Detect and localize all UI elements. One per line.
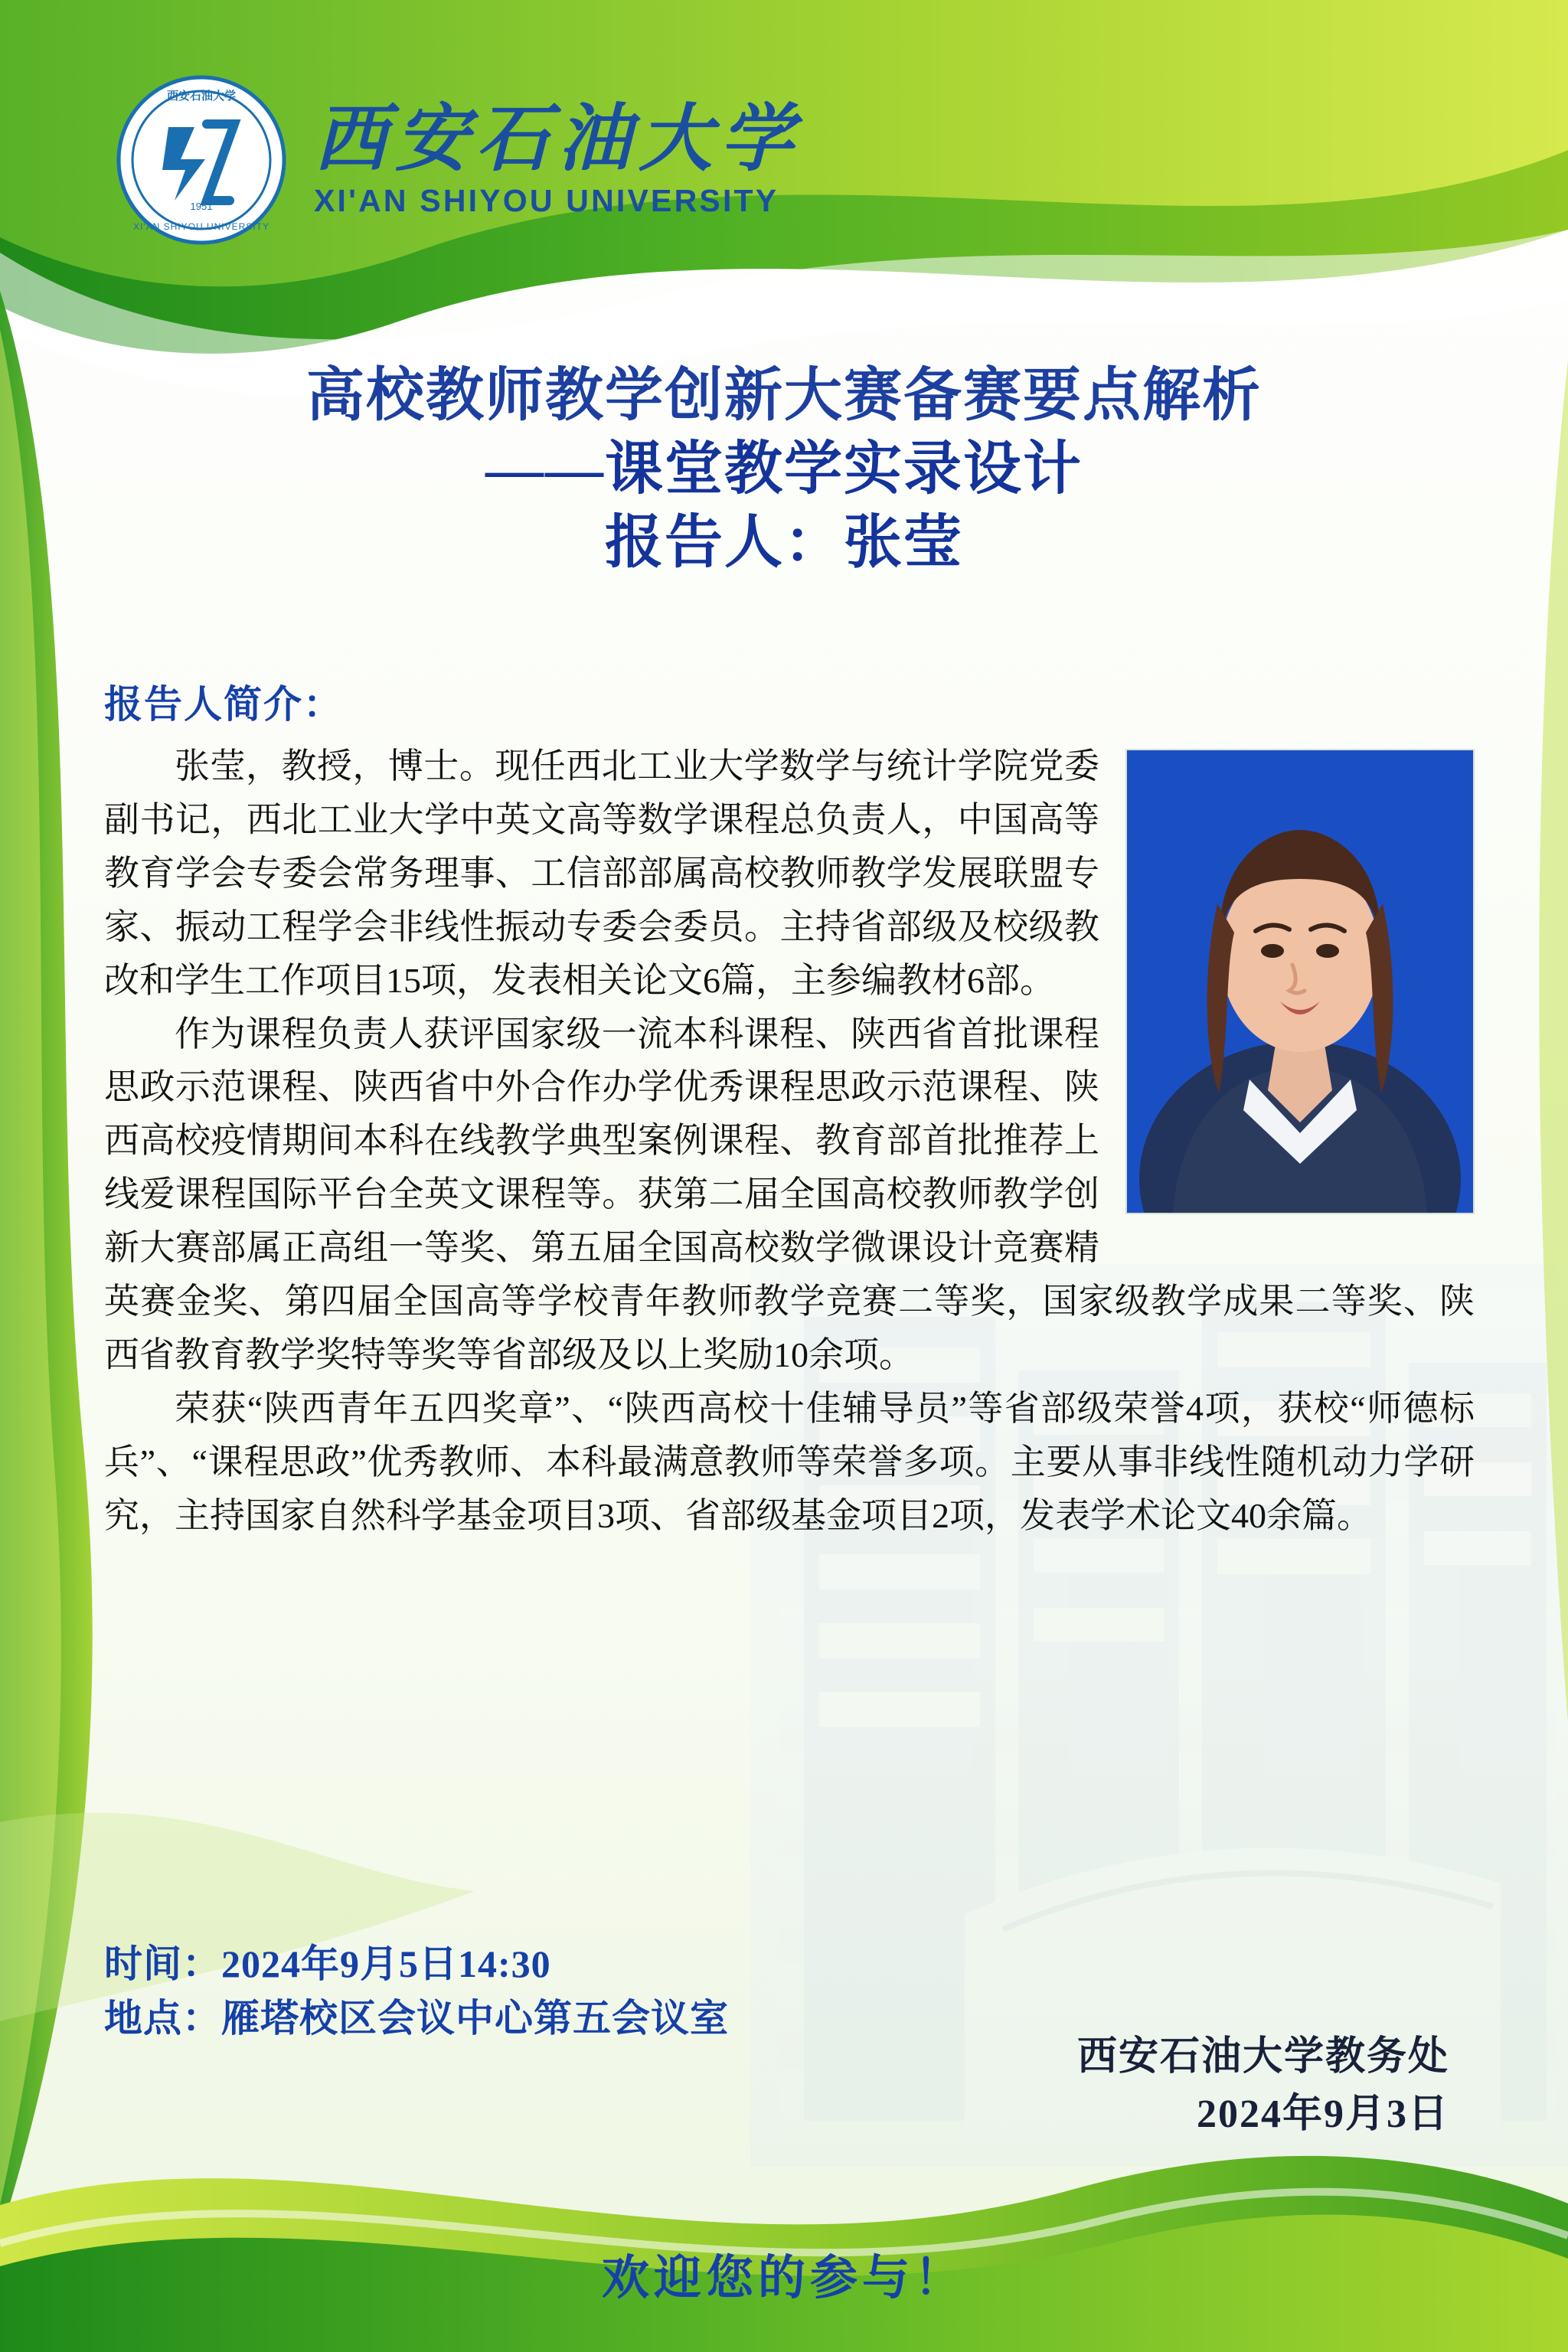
poster-title-block [0,360,1568,580]
event-place: 地点：雁塔校区会议中心第五会议室 [104,1997,729,2040]
welcome-footer: 欢迎您的参与！ [601,2252,966,2305]
university-logo [115,74,288,247]
poster-header [115,74,801,247]
bio-paragraph-1: 张莹，教授，博士。现任西北工业大学数学与统计学院党委副书记，西北工业大学中英文高等数学课程总负责人，中国高等教育学会专委会常务理事、工信部部属高校教师教学发展联盟专家、振动工程学会非线性振动专委会委员。主持省部级及校级教改和学生工作项目15项，发表相关论文6篇，主参编教材6部。 [104,746,1099,1000]
signature-date: 2024年9月3日 [1196,2092,1449,2136]
event-time: 时间：2024年9月5日14:30 [104,1942,551,1985]
svg-text:西安石油大学: 西安石油大学 [166,90,237,103]
title-line-1: 高校教师教学创新大赛备赛要点解析 [306,364,1262,428]
svg-text:XI'AN SHIYOU UNIVERSITY: XI'AN SHIYOU UNIVERSITY [133,221,270,232]
bio-paragraph-3: 荣获“陕西青年五四奖章”、“陕西高校十佳辅导员”等省部级荣誉4项，获校“师德标兵”、“课程思政”优秀教师、本科最满意教师等荣誉多项。主要从事非线性随机动力学研究，主持国家自然科学基金项目3项、省部级基金项目2项，发表学术论文40余篇。 [104,1388,1475,1535]
title-line-speaker: 报告人：张莹 [605,510,963,575]
event-info [104,1937,729,2046]
signature-org: 西安石油大学教务处 [1076,2035,1449,2079]
bio-paragraph-2: 作为课程负责人获评国家级一流本科课程、陕西省首批课程思政示范课程、陕西省中外合作办学优秀课程思政示范课程、陕西高校疫情期间本科在线教学典型案例课程、教育部首批推荐上线爱课程国际平台全英文课程等。获第二届全国高校教师教学创新大赛部属正高组一等奖、第五届全国高校数学微课设计竞赛精英赛金奖、第四届全国高等学校青年教师教学竞赛二等奖，国家级教学成果二等奖、陕西省教育教学奖特等奖等省部级及以上奖励10余项。 [104,1014,1475,1374]
university-name-block [314,98,801,219]
speaker-portrait [1125,749,1475,1214]
signature-block [1077,2029,1449,2144]
title-line-2: ——课堂教学实录设计 [485,436,1083,501]
speaker-bio-section [104,674,1475,1543]
university-name-cn: 西安石油大学 [314,98,801,181]
bio-heading: 报告人简介： [104,683,343,726]
svg-text:1951: 1951 [190,201,213,212]
university-name-en: XI'AN SHIYOU UNIVERSITY [314,182,779,218]
portrait-photo-icon [1127,750,1473,1213]
university-seal-icon [115,74,288,247]
